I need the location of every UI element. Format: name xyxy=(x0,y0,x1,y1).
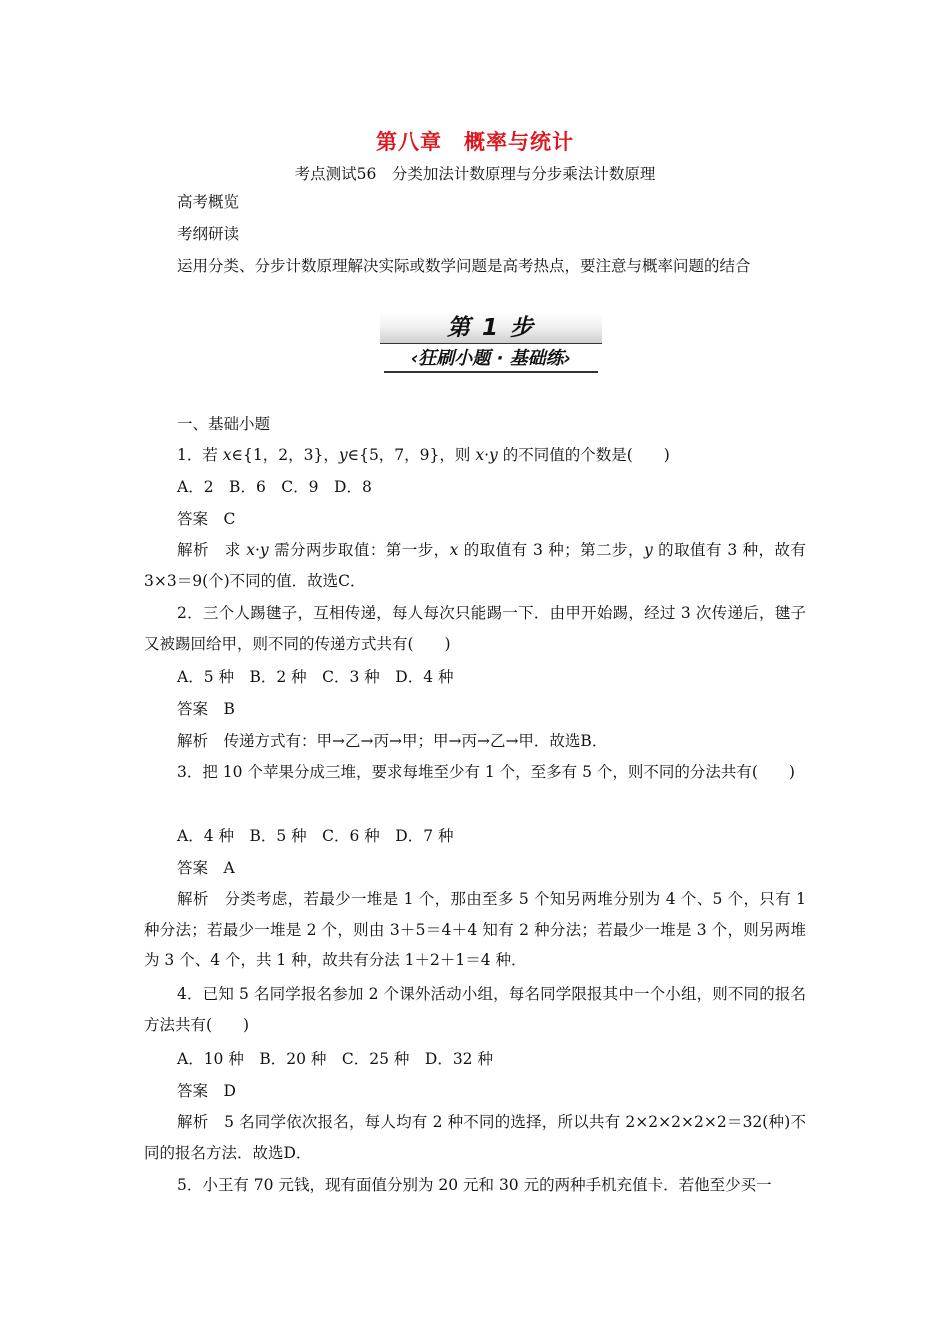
q3-answer: 答案 A xyxy=(177,859,235,877)
q2-analysis: 解析 传递方式有：甲→乙→丙→甲；甲→丙→乙→甲．故选B． xyxy=(177,732,608,750)
step-banner xyxy=(380,313,602,375)
q1-analysis: 解析 求 x·y 需分两步取值：第一步，x 的取值有 3 种；第二步，y 的取值有 3 种，故有 3×3＝9(个)不同的值．故选C． xyxy=(144,541,806,590)
q2-stem: 2．三个人踢毽子，互相传递，每人每次只能踢一下．由甲开始踢，经过 3 次传递后，毽子又被踢回给甲，则不同的传递方式共有( ) xyxy=(144,604,806,653)
q4-options: A．10 种 B．20 种 C．25 种 D．32 种 xyxy=(177,1050,493,1068)
chapter-title: 第八章 概率与统计 xyxy=(376,130,574,154)
q3-options: A．4 种 B．5 种 C．6 种 D．7 种 xyxy=(177,827,454,845)
test-subtitle: 考点测试56 分类加法计数原理与分步乘法计数原理 xyxy=(294,165,656,183)
outline-text: 运用分类、分步计数原理解决实际或数学问题是高考热点，要注意与概率问题的结合 xyxy=(177,257,751,275)
q2-options: A．5 种 B．2 种 C．3 种 D．4 种 xyxy=(177,668,454,686)
q1-options: A．2 B．6 C．9 D．8 xyxy=(177,478,372,496)
section-title: 一、基础小题 xyxy=(177,415,271,433)
q4-stem: 4．已知 5 名同学报名参加 2 个课外活动小组，每名同学限报其中一个小组，则不同的报名方法共有( ) xyxy=(144,985,806,1034)
q1-stem: 1．若 x∈{1，2，3}，y∈{5，7，9}，则 x·y 的不同值的个数是( ) xyxy=(177,446,670,464)
q3-stem: 3．把 10 个苹果分成三堆，要求每堆至少有 1 个，至多有 5 个，则不同的分法共有( ) xyxy=(177,763,795,781)
q2-answer: 答案 B xyxy=(177,700,235,718)
step-title: 第 1 步 xyxy=(446,315,536,341)
step-subtitle: ‹狂刷小题 · 基础练› xyxy=(410,348,572,369)
q3-analysis: 解析 分类考虑，若最少一堆是 1 个，那由至多 5 个知另两堆分别为 4 个、5 个，只有 1 种分法；若最少一堆是 2 个，则由 3＋5＝4＋4 知有 2 种分法；若最少一堆是 3 个，则另两堆为 3 个、4 个，共 1 种，故共有分法 1＋2＋1＝4 种． xyxy=(144,890,806,969)
q5-stem: 5．小王有 70 元钱，现有面值分别为 20 元和 30 元的两种手机充值卡．若他至少买一 xyxy=(177,1176,772,1194)
q4-answer: 答案 D xyxy=(177,1082,236,1100)
q4-analysis: 解析 5 名同学依次报名，每人均有 2 种不同的选择，所以共有 2×2×2×2×2＝32(种)不同的报名方法．故选D． xyxy=(144,1113,806,1162)
outline-label: 考纲研读 xyxy=(177,225,240,243)
step-banner-rule xyxy=(384,371,598,373)
overview-label: 高考概览 xyxy=(177,193,240,211)
q1-answer: 答案 C xyxy=(177,510,236,528)
